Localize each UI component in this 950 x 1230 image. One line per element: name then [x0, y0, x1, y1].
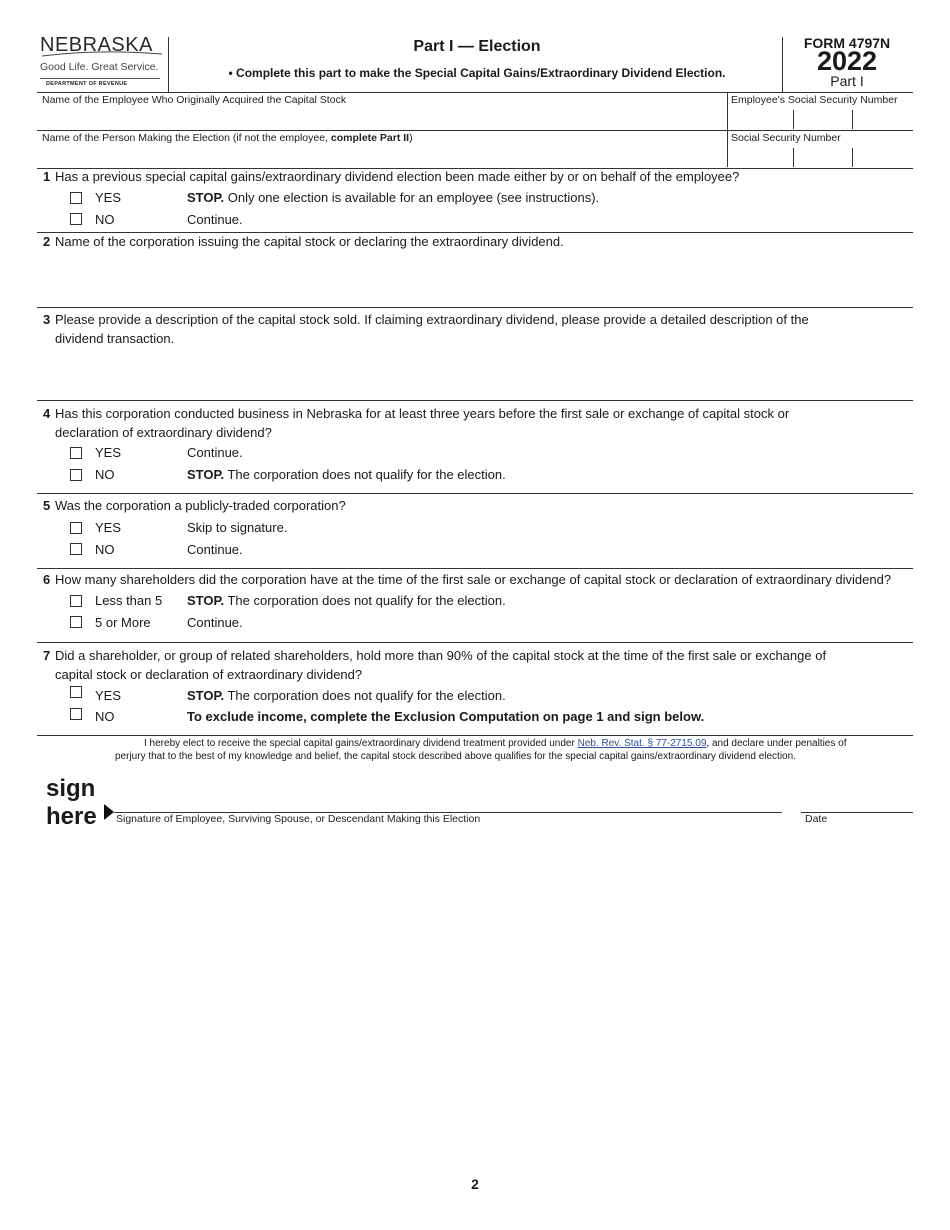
q5-no-result: Continue. [187, 542, 243, 557]
question-7: 7 Did a shareholder, or group of related shareholders, hold more than 90% of the capital stock at the time of the first sale or exchange of capital stock or declaration of extraordinary dividend? [43, 648, 827, 682]
q1-no-result: Continue. [187, 212, 243, 227]
q5-no-checkbox[interactable] [70, 543, 82, 555]
question-1: 1 Has a previous special capital gains/extraordinary dividend election been made either by or on behalf of the employee? [43, 169, 740, 184]
declaration-text: I hereby elect to receive the special capital gains/extraordinary dividend treatment provided under Neb. Rev. Stat. § 77-2715.09, and declare under penalties of perjury that to the best of my knowledge and belief, the capital stock described above qualifies for the special capital gains/extraordinary dividend election. [115, 738, 847, 762]
signature-field[interactable] [114, 792, 782, 812]
sign-here-arrow-icon [104, 804, 114, 820]
q4-no-label: NO [95, 467, 115, 482]
q1-no-label: NO [95, 212, 115, 227]
statute-link[interactable]: Neb. Rev. Stat. § 77-2715.09 [577, 738, 707, 749]
q4-yes-checkbox[interactable] [70, 447, 82, 459]
header-divider-right [782, 37, 783, 92]
q1-yes-result: STOP. Only one election is available for an employee (see instructions). [187, 190, 600, 205]
q6-less-than-5-checkbox[interactable] [70, 595, 82, 607]
q7-yes-result: STOP. The corporation does not qualify for the election. [187, 688, 506, 703]
employee-name-field[interactable] [40, 106, 725, 128]
q5-yes-result: Skip to signature. [187, 520, 288, 535]
page-number: 2 [471, 1176, 479, 1192]
sign-word: sign [46, 775, 96, 802]
logo-wordmark: NEBRASKA [40, 34, 153, 56]
q4-yes-label: YES [95, 445, 122, 460]
part-title: Part I — Election [413, 38, 541, 55]
rule [37, 568, 913, 569]
q4-no-result: STOP. The corporation does not qualify for the election. [187, 467, 506, 482]
date-field[interactable] [801, 792, 913, 812]
q6-less-than-5-label: Less than 5 [95, 593, 163, 608]
employee-name-label: Name of the Employee Who Originally Acquired the Capital Stock [42, 94, 347, 106]
form-year: 2022 [816, 46, 878, 76]
form-part-label: Part I [830, 73, 864, 89]
q1-yes-label: YES [95, 190, 122, 205]
ssn-label: Social Security Number [731, 132, 841, 144]
q7-yes-label: YES [95, 688, 122, 703]
logo-divider [40, 78, 160, 79]
q6-5-or-more-result: Continue. [187, 615, 243, 630]
q7-no-label: NO [95, 709, 115, 724]
rule [37, 735, 913, 736]
part-instruction: • Complete this part to make the Special Capital Gains/Extraordinary Dividend Election. [228, 66, 726, 80]
rule [37, 130, 913, 131]
q6-less-than-5-result: STOP. The corporation does not qualify for the election. [187, 593, 506, 608]
q6-5-or-more-checkbox[interactable] [70, 616, 82, 628]
question-6: 6 How many shareholders did the corporation have at the time of the first sale or exchange of capital stock or declaration of extraordinary dividend? [43, 572, 892, 587]
electing-person-ssn-field[interactable] [729, 148, 911, 167]
question-4: 4 Has this corporation conducted business in Nebraska for at least three years before the first sale or exchange of capital stock or declaration of extraordinary dividend? [43, 406, 790, 440]
electing-person-label: Name of the Person Making the Election (if not the employee, complete Part II) [42, 132, 413, 144]
here-word: here [46, 803, 97, 830]
date-label: Date [805, 813, 828, 825]
q5-no-label: NO [95, 542, 115, 557]
rule [37, 92, 913, 93]
electing-person-name-field[interactable] [40, 144, 725, 166]
logo-swoosh-icon [40, 50, 164, 58]
rule [37, 493, 913, 494]
q7-yes-checkbox[interactable] [70, 686, 82, 698]
q4-no-checkbox[interactable] [70, 469, 82, 481]
q5-yes-label: YES [95, 520, 122, 535]
logo-tagline: Good Life. Great Service. [40, 61, 159, 73]
employee-ssn-label: Employee's Social Security Number [731, 94, 898, 106]
q7-no-result: To exclude income, complete the Exclusion Computation on page 1 and sign below. [187, 709, 705, 724]
q1-no-checkbox[interactable] [70, 213, 82, 225]
question-2: 2 Name of the corporation issuing the capital stock or declaring the extraordinary dividend. [43, 234, 564, 249]
rule [37, 400, 913, 401]
q4-yes-result: Continue. [187, 445, 243, 460]
employee-ssn-field[interactable] [729, 110, 911, 129]
header-divider-left [168, 37, 169, 92]
q6-5-or-more-label: 5 or More [95, 615, 151, 630]
signature-label: Signature of Employee, Surviving Spouse, or Descendant Making this Election [116, 813, 481, 825]
corporation-name-field[interactable] [40, 254, 910, 304]
stock-description-field[interactable] [40, 350, 910, 398]
logo-department: DEPARTMENT OF REVENUE [46, 81, 128, 87]
q1-yes-checkbox[interactable] [70, 192, 82, 204]
rule [37, 642, 913, 643]
question-3: 3 Please provide a description of the capital stock sold. If claiming extraordinary dividend, please provide a detailed description of the dividend transaction. [43, 312, 809, 346]
question-5: 5 Was the corporation a publicly-traded corporation? [43, 498, 346, 513]
form-number: FORM 4797N [803, 35, 891, 51]
rule [37, 307, 913, 308]
q5-yes-checkbox[interactable] [70, 522, 82, 534]
q7-no-checkbox[interactable] [70, 708, 82, 720]
